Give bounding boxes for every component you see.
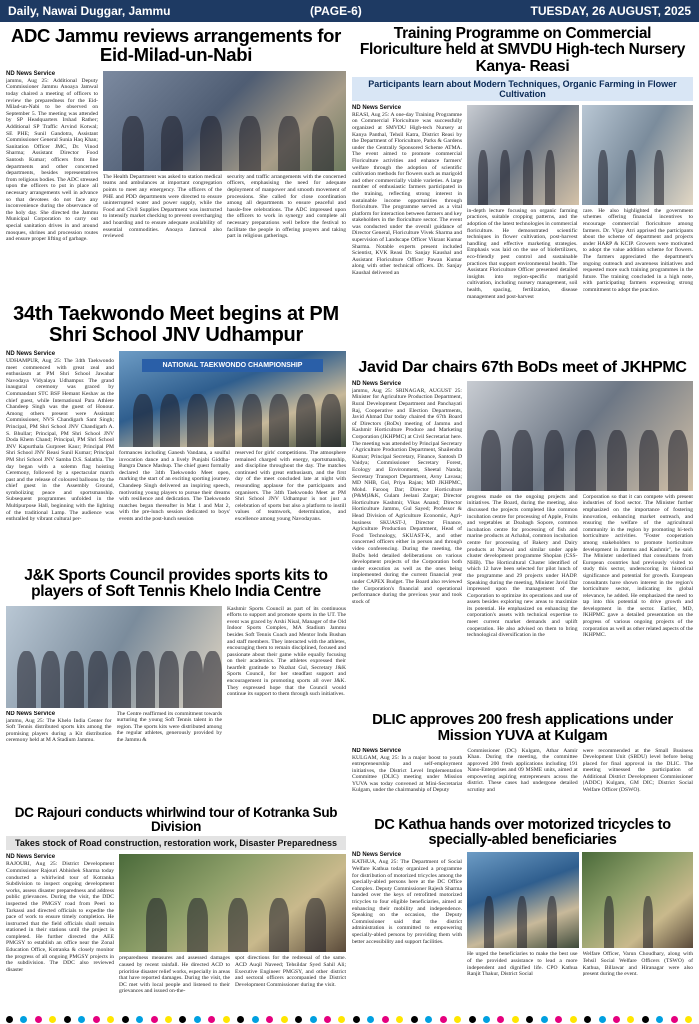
article-body: The Centre reaffirmed its commitment towards nurturing the young Soft Tennis talent in the region. The sports kits were distributed among the regular athletes, generously provided by the Jammu & (116, 710, 222, 743)
registration-dot (685, 1016, 692, 1023)
registration-dot (237, 1016, 244, 1023)
article-body: UDHAMPUR, Aug 25: The 34th Taekwondo meet commenced with great zeal and enthusiasm at PM Shri School Jawahar Navodaya Vidyalaya Udhampur. The grand inaugural ceremony was graced by Commandant STC BSF Hemant Keshav as the chief guest, while International Para Athlete Chandeep Singh was the guest of Honour. Among others present were Assistant Commissioner, NVS Chandigarh Sant Singh; Principal, PM Shri School JNV Chandigarh A. S. Bhullar; Principal, PM Shri School JNV Doda Khem Chand; Principal, PM Shri School JNV Kapurthala Gurpreet Kaur; Principal PM Shri School JNV Reasi Sunil Kumar; Principal PM Shri School JNV Samba D.S. Salathia. The day began with a solemn flag hoisting Ceremony, followed by a spectacular march past and the release of coloured balloons by the chief guest in the Assembly Ground, symbolizing peace and sportsmanship. Subsequent programmes unfolded in the Multipurpose Hall, beginning with the lighting of the traditional Lamp. The audience was enthralled by vibrant cultural per- (6, 358, 114, 523)
article-body: He urged the beneficiaries to make the best use of the provided assistance to lead a more independent and dignified life. CPO Kathua Ranjit Thakur, District Social (467, 951, 578, 978)
registration-dot (483, 1016, 490, 1023)
registration-dot (20, 1016, 27, 1023)
sports-kit-photo (6, 606, 222, 708)
registration-dot (266, 1016, 273, 1023)
registration-dot (454, 1016, 461, 1023)
inspection-photo (119, 854, 346, 952)
byline: ND News Service (6, 351, 56, 357)
article-body: Corporation so that it can compete with present industries of food sector. The Minister further emphasized on the importance of fostering innovation, enhancing market outreach, and ensuring the welfare of the agricultural community in the region by promoting hi-tech horticulture activities. "Foster cooperation among stakeholders to promote horticulture development in Jammu and Kashmir", he said. The Minister underlined that consultants from European countries had previously visited to study this sector, underscoring its historical significance and potential for growth. European consultants have shown interest in the region's horticulture sector, indicating its global relevance, he added. He emphasized the need to tap into this potential to drive growth and development in the sector. Earlier, MD, JKHPMC gave a detailed presentation on the progress of various ongoing projects of the corporation as well as other related aspects of the JKHPMC. (582, 493, 693, 639)
registration-dot (411, 1016, 418, 1023)
article-floriculture (352, 26, 693, 354)
byline: ND News Service (6, 710, 56, 717)
registration-dot (367, 1016, 374, 1023)
registration-dot (223, 1016, 230, 1023)
article-body: spot directions for the redressal of the same. ACD Auqil Naveed; Tehsildar Syed Sahil Ali; Executive Engineer PMGSY, and other district and sectoral officers accompanied the District Development Commissioner during the visit. (235, 955, 346, 988)
training-photo-left (467, 105, 579, 205)
byline: ND News Service (6, 854, 56, 861)
meeting-photo (103, 71, 346, 171)
registration-dot (382, 1016, 389, 1023)
article-adc-jammu (6, 26, 346, 298)
masthead-paper-name: Daily, Nawai Duggar, Jammu (8, 4, 171, 18)
registration-dot (194, 1016, 201, 1023)
masthead-date: TUESDAY, 26 AUGUST, 2025 (530, 4, 691, 18)
registration-dot (93, 1016, 100, 1023)
registration-dot (295, 1016, 302, 1023)
registration-dot (425, 1016, 432, 1023)
masthead (0, 0, 699, 22)
article-body: The Health Department was asked to station medical teams and ambulances at important congregation points to meet any emergency. The officers of the PHE and PDD departments were directed to ensure uninterrupted water and power supply, while the Food and Civil Supplies Department was instructed to intensify market checking to prevent overcharging and hoarding and to ensure adequate availability of essential commodities. Anoaya Jamwal also reviewed (103, 173, 222, 240)
registration-dot (440, 1016, 447, 1023)
article-jk-sports (6, 568, 346, 800)
registration-dot (570, 1016, 577, 1023)
article-body: Welfare Officer, Varun Choudhary, along with Tehsil Social Welfare Officers (TSWO) of Kathua, Billawar and Hiranagar were also present during the event. (582, 951, 693, 978)
registration-dot (338, 1016, 345, 1023)
article-body: KULGAM, Aug 25: In a major boost to youth entrepreneurship and self-employment initiatives, the District Level Implementation Committee (DLIC) meeting under Mission YUVA was today convened at Mini-Secretariat Kulgam, under the chairmanship of Deputy (352, 754, 463, 794)
headline: DLIC approves 200 fresh applications under Mission YUVA at Kulgam (372, 712, 673, 744)
photo-banner: NATIONAL TAEKWONDO CHAMPIONSHIP (142, 359, 324, 372)
subheadline: Participants learn about Modern Techniques, Organic Farming in Flower Cultivation (352, 77, 693, 101)
tricycle-handover-photo-left (467, 852, 579, 948)
training-photo-right (582, 105, 694, 205)
registration-dot (396, 1016, 403, 1023)
registration-dot (512, 1016, 519, 1023)
article-body: KATHUA, Aug 25: The Department of Social Welfare Kathua today organized a programme for distribution of motorized tricycles among the specially-abled persons here at the DC Office Complex. Deputy Commissioner Rajesh Sharma handed over the keys of retrofitted motorized tricycles to four eligible beneficiaries, aimed at enhancing their mobility and independence. Speaking on the occasion, the Deputy Commissioner said that the district administration is committed to empowering specially-abled persons by providing them with better accessibility and support facilities. (352, 859, 462, 945)
headline: DC Kathua hands over motorized tricycles to specially-abled beneficiaries (374, 818, 671, 849)
registration-dot (599, 1016, 606, 1023)
byline: ND News Service (352, 747, 402, 754)
registration-dot (526, 1016, 533, 1023)
registration-dot (151, 1016, 158, 1023)
registration-dot (656, 1016, 663, 1023)
registration-dot (584, 1016, 591, 1023)
registration-dot (64, 1016, 71, 1023)
masthead-page-number: (PAGE-6) (310, 4, 362, 18)
taekwondo-event-photo (119, 351, 346, 447)
headline: Training Programme on Commercial Floriculture held at SMVDU High-tech Nursery Kanya- Reasi (359, 26, 686, 75)
headline: ADC Jammu reviews arrangements for Eid-Milad-un-Nabi (10, 26, 342, 66)
headline: Javid Dar chairs 67th BoDs meet of JKHPMC (358, 360, 687, 376)
registration-dot (252, 1016, 259, 1023)
registration-dot (35, 1016, 42, 1023)
board-meeting-photo (467, 381, 693, 491)
byline: ND News Service (352, 380, 402, 387)
subheadline: Takes stock of Road construction, restoration work, Disaster Preparedness (6, 836, 346, 850)
registration-dot (555, 1016, 562, 1023)
article-javid-dar (352, 360, 693, 706)
article-body: were recommended at the Small Business Development Unit (SBDU) level before being placed for final approval in the DLIC. The meeting witnessed the participation of Additional District Development Commissioner (ADDC) Kulgam, GM DIC; District Social Welfare Officer (DSWO). (582, 747, 693, 794)
article-dlic (352, 712, 693, 812)
article-dc-kathua (352, 818, 693, 1012)
byline: ND News Service (352, 852, 402, 859)
registration-dot (353, 1016, 360, 1023)
article-body: RAJOURI, Aug 25: District Development Commissioner Rajouri Abhishek Sharma today conducted a whirlwind tour of Kotranka Subdivision to inspect ongoing development works, assess disaster preparedness and address public grievances. During the visit, the DDC inspected the PMGSY road from Peeri to Tarkassi and directed officials to expedite the pace of work to ensure timely completion. He instructed that the field officials shall remain stationed in their stations until the project is completed. He further directed the AEE PMGSY to establish an office near the Zonal Education Office, Kotranka & closely monitor the progress of all ongoing PMGSY projects in the subdivision. The DDC also reviewed disaster (6, 861, 114, 973)
byline: ND News Service (6, 70, 56, 77)
article-body: reserved for girls' competitions. The atmosphere remained charged with energy, sportsmanship, and discipline throughout the day. The matches continued with great enthusiasm, and the first day of the meet concluded late at night with resounding applause for the participants and organisers. The 34th Taekwondo Meet at PM Shri School JNV Udhampur is not just a celebration of sports but also a platform to instill values of teamwork, determination, and excellence among young Navodayans. (235, 450, 346, 522)
headline: J&K Sports Council provides sports kits to players of Soft Tennis Khelo India Centre (24, 568, 328, 601)
registration-dot (122, 1016, 129, 1023)
byline: ND News Service (352, 104, 402, 111)
article-body: care. He also highlighted the government schemes offering financial incentives to encourage commercial floriculture among farmers. Dr. Vijay Atri apprised the participants about the scheme of department and projects under HARP & KCIP. Growers were motivated to adopt the value addition scheme for flowers. The farmers appreciated the department's ongoing outreach and awareness initiatives and requested more such training programmes in the future. The training concluded in a high note, with participating farmers expressing strong commitment to adopt the practice. (582, 207, 693, 293)
registration-dot (324, 1016, 331, 1023)
registration-dot (136, 1016, 143, 1023)
registration-dot (6, 1016, 13, 1023)
registration-dot (627, 1016, 634, 1023)
article-body: Commissioner (DC) Kulgam, Athar Aamir Khan. During the meeting, the committee approved 200 fresh applications including 191 Nano-Enterprises and 09 MSME units, aimed at empowering aspiring entrepreneurs across the district. These cases had undergone detailed scrutiny and (467, 747, 578, 794)
registration-dot (165, 1016, 172, 1023)
article-body: progress made on the ongoing projects and initiatives. The Board, during the meeting, also discussed the projects completed like common incubation centre for processing of Apple, Fruits and vegetables at Doabagh Sopore, common incubation centre for processing of fish and marine products at Achabal, common incubation centre for processing of Bakery and Dairy products at Narwal and similar under apple cluster development programme Shopian (CSS-NHB). The Horticultural Cluster identified of which 12 have been selected for pilot lunch of the programme and 29 projects under HADP. Speaking during the meeting, Minister Javid Dar impressed upon the management of the Corporation to optimize its operations and use of assets besides exploring new areas to maximize its potential. He emphasized on enhancing the corporation's assets with technical expertise to meet current market demands and uplift cooperation. He also advised on them to bring technological diversification in the (467, 493, 578, 639)
print-registration-marks (0, 1014, 699, 1024)
registration-dot (310, 1016, 317, 1023)
headline: DC Rajouri conducts whirlwind tour of Kotranka Sub Division (14, 806, 338, 835)
registration-dot (179, 1016, 186, 1023)
article-body: in-depth lecture focusing on organic farming practices, suitable cropping patterns, and the adoption of the latest technologies in commercial floriculture. He demonstrated scientific techniques in flower cultivation, post-harvest handling and effective marketing strategies. Emphasis was laid on the use of biofertilizers, eco-friendly pest control and sustainable practices that support environmental health. The Assistant Floriculture Officer presented detailed insights into region-specific marigold cultivation, including nursery management, soil health, spacing, fertilization, disease management and post-harvest (467, 207, 578, 300)
tricycle-handover-photo-right (582, 852, 694, 948)
article-body: jammu, Aug 25: The Khelo India Center for Soft Tennis distributed sports kits among the promising players during a Kit distribution ceremony held at M A Stadium Jammu. (6, 717, 112, 744)
registration-dot (671, 1016, 678, 1023)
registration-dot (49, 1016, 56, 1023)
registration-dot (78, 1016, 85, 1023)
article-body: REASI, Aug 25: A one-day Training Programme on Commercial Floriculture was successfully organized at SMVDU High-tech Nursery at Kanya Panthal, Tehsil Katra, District Reasi by the Department of Floriculture, Parks & Gardens under the Centrally Sponsored Scheme ATMA. The event aimed to promote commercial Floriculture activities and enhance farmers' welfare through the adoption of scientific cultivation methods for flowers such as marigold and other commercially viable varieties. A large number of enthusiastic farmers participated in the training, reflecting strong interest in sustainable income opportunities through floriculture. The programme served as a vital platform for interaction between farmers and key stakeholders in the floriculture sector. The event was conducted under the overall guidance of Director General, Floriculture Vivek Sharma and supervision of Landscape Officer Vikrant Kumar Sharma. Notable experts present included Scientist, KVK Reasi Dr. Sanjay Kaushal and Assistant Floriculture Officer Pawan Kumar along with other technical officers. Dr. Sanjay Kaushal delivered an (352, 111, 462, 277)
article-body: preparedness measures and assessed damages caused by recent rainfall. He directed ACD to prioritise disaster relief works, especially in areas that have reported damages. During the visit, the DC met with local people and listened to their grievances and issued on-the- (119, 955, 230, 995)
article-body: jammu, Aug 25: SRINAGAR, AUGUST 25: Minister for Agriculture Production Department, Rural Development Department and Panchayati Raj, Cooperative and Election Departments, Javid Ahmad Dar today chaired the 67th Board of Directors (BoDs) meeting of Jammu and Kashmir Horticulture Produce and Marketing Corporation (JKHPMC) at Civil Secretariat here. The meeting was attended by Principal Secretary / Agriculture Production Department, Shailendra Kumar; Principal Secretary, Finance, Santosh D Vaidya; Commissioner Secretary Forest, Ecology and Environment, Sheetal Nanda; Secretary Transport Department, Avny Lavasa; MD NHB, Gol, Priya Rajan; MD JKHPMC, Mohd. Farooq Dar; Director Horticulture (P&M)J&K, Gulam Jeelani Zargar; Director Horticulture Kashmir, Vikas Anand; Director Horticulture Jammu, Gul Sayed; Professor & Head Division of Agriculture Economic, Agri-business SKUAST-J, Director Finance, Agriculture Production Department, Head of Food Technology, SKUAST-K, and other concerned officers either in person and through video conferencing. During the meeting, the BoDs held detailed deliberations on various development projects of the Corporation both under execution as well as the ones being implemented during the current financial year under CAPEX Budget. The Board also reviewed the Corporation's financial and operational performance during the previous year and took stock of (352, 387, 462, 605)
article-body: formances including Ganesh Vandana, a soulful invocation dance and a lively Punjabi Giddha-Bangra Dance Mashup. The chief guest formally declared the 34th Taekwondo Meet open, marking the start of an exciting sporting journey. Chandeep Singh delivered an inspiring speech, motivating young players to pursue their dreams with resilience and dedication. The Taekwondo matches began thereafter in Mat 1 and Mat 2, with the pre-lunch session dedicated to boys' events and the post-lunch session (119, 450, 230, 522)
registration-dot (497, 1016, 504, 1023)
article-dc-rajouri (6, 806, 346, 1012)
registration-dot (281, 1016, 288, 1023)
registration-dot (642, 1016, 649, 1023)
article-body: jammu, Aug 25: Additional Deputy Commissioner Jammu Anoaya Jamwal today chaired a meeting of officers to review the preparedness for the Eid-Milad-un-Nabi to be observed on September 5. The meeting was attended by SP Headquarters Irshad Rather; Additional SP Traffic Arvind Kotwal; SE PHE; Sunil Gandotra, Assistant Commissioner General Sunia Haq Khan; Sanitation Officer JMC, Dr. Vinod Sharma; Assistant Director Food Santosh Kumar; officers from line departments and other concerned departments, besides representatives from religious bodies. The ADC stressed upon the officers to put in place all necessary arrangements well in advance so that devotees do not face any inconvenience during the observance of the holy day. She directed the Jammu Municipal Corporation to carry out special sanitation drives in and around mosques, shrines and procession routes and ensure proper lifting of garbage. (6, 77, 98, 243)
headline: 34th Taekwondo Meet begins at PM Shri School JNV Udhampur (13, 304, 339, 346)
registration-dot (107, 1016, 114, 1023)
registration-dot (613, 1016, 620, 1023)
article-body: Kashmir Sports Council as part of its continuous efforts to support and promote sports in the UT. The event was graced by Arshi Nisal, Manager of the Old Indoor Sports Complex, MA Stadium Jammu besides Soft Tennis Coach and Mentor Indu Bushan and staff members. They interacted with the athletes, encouraging them to remain disciplined, focused and passionate about their game while equally focusing on their academics. The athletes expressed their heartfelt gratitude to Nuzhat Gul, Secretary J&K Sports Council, for her steadfast support and encouragement in promoting sports all over J&K. They expressed hope that the Council would continue its support to them through such initiatives. (227, 605, 346, 698)
registration-dot (541, 1016, 548, 1023)
article-taekwondo (6, 304, 346, 562)
registration-dot (208, 1016, 215, 1023)
article-body: security and traffic arrangements with the concerned officers, emphasising the need for adequate deployment of manpower and smooth movement of processions. She called for close coordination among all departments to ensure peaceful and hassle-free celebrations. The ADC impressed upon the officers to work in synergy and complete all necessary preparations well before the festival to facilitate the people in offering prayers and taking part in religious gatherings. (227, 173, 346, 240)
registration-dot (469, 1016, 476, 1023)
